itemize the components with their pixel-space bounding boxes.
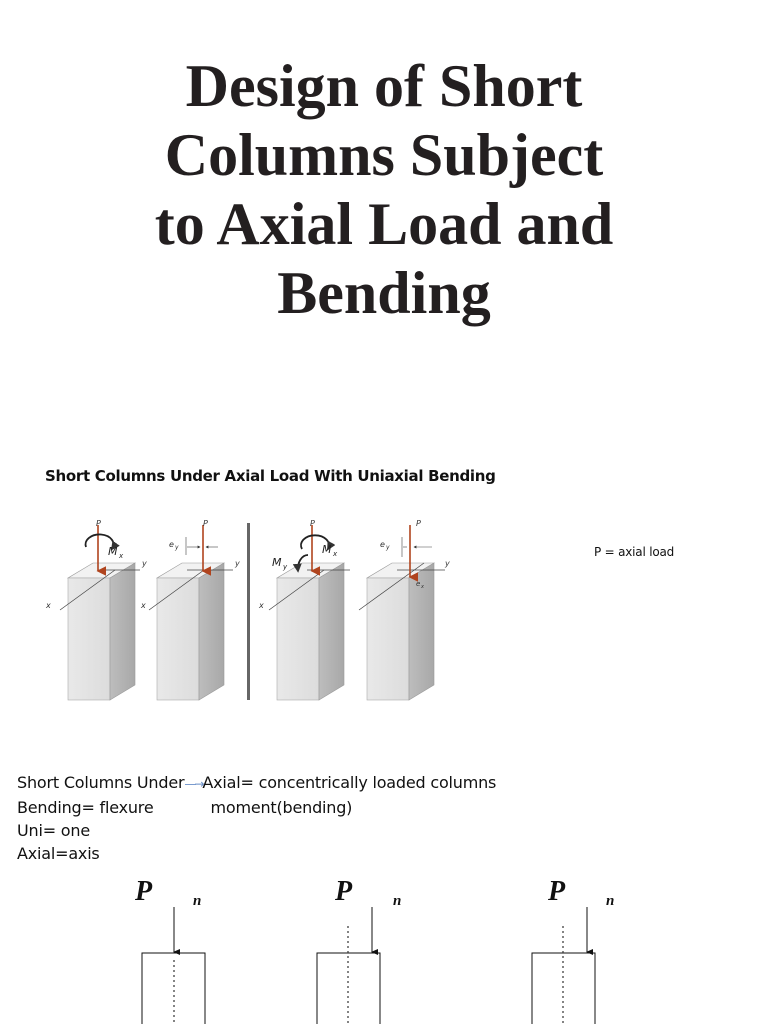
page-title [84, 52, 684, 328]
pn-symbol: P [335, 876, 353, 907]
section-heading: Short Columns Under Axial Load With Uniaxial Bending [45, 467, 496, 485]
pn-symbol: P [135, 876, 153, 907]
y-axis-label: y [235, 559, 240, 568]
divider [247, 523, 250, 700]
moment-subscript: x [333, 550, 338, 558]
load-label: P [416, 519, 421, 528]
pn-subscript: n [606, 893, 615, 909]
column-3 [258, 519, 350, 700]
moment-label: M [108, 545, 118, 558]
load-label: P [203, 519, 208, 528]
column-1 [45, 519, 147, 700]
definition-term: Short Columns Under [17, 773, 185, 792]
uniaxial-bending-diagram [40, 515, 460, 710]
title-line-3: to Axial Load and [154, 191, 614, 257]
eccentricity-label: e [380, 540, 385, 549]
axial-load-note: P = axial load [594, 545, 675, 559]
definition-line-4: Axial=axis [17, 844, 100, 863]
eccentricity-subscript: y [175, 544, 179, 551]
x-axis-label: x [141, 601, 146, 610]
column-2 [140, 519, 240, 700]
definition-text: Axial= concentrically loaded columns [202, 773, 497, 792]
definition-term: Bending= flexure [17, 798, 154, 817]
connector-arrow: —→ [184, 777, 203, 791]
load-label: P [310, 519, 315, 528]
load-figures [0, 870, 768, 1024]
definition-line-2 [17, 796, 496, 819]
moment-subscript: x [119, 552, 124, 560]
eccentricity-x-subscript: x [421, 584, 424, 590]
load-figure-eccentric-2 [532, 876, 614, 1024]
title-line-2: Columns Subject [164, 122, 604, 188]
pn-subscript: n [393, 893, 402, 909]
y-axis-label: y [142, 559, 147, 568]
load-label: P [96, 519, 101, 528]
y-axis-label: y [445, 559, 450, 568]
pn-symbol: P [548, 876, 566, 907]
x-axis-label: x [46, 601, 51, 610]
eccentricity-label: e [169, 540, 174, 549]
moment-y-label: M [272, 556, 282, 569]
moment-label: M [322, 543, 332, 556]
definitions-block [17, 771, 496, 865]
definition-line-1 [17, 771, 496, 796]
moment-y-subscript: y [283, 563, 288, 571]
x-axis-label: x [259, 601, 264, 610]
load-figure-eccentric-1 [317, 876, 401, 1024]
definition-line-3: Uni= one [17, 821, 90, 840]
load-figure-concentric [134, 876, 205, 1024]
title-line-1: Design of Short [185, 53, 583, 119]
pn-subscript: n [193, 893, 202, 909]
title-line-4: Bending [277, 260, 491, 326]
eccentricity-x-label: e [416, 580, 421, 588]
column-4 [359, 519, 450, 700]
definition-text: moment(bending) [210, 798, 353, 817]
eccentricity-subscript: y [386, 544, 390, 551]
